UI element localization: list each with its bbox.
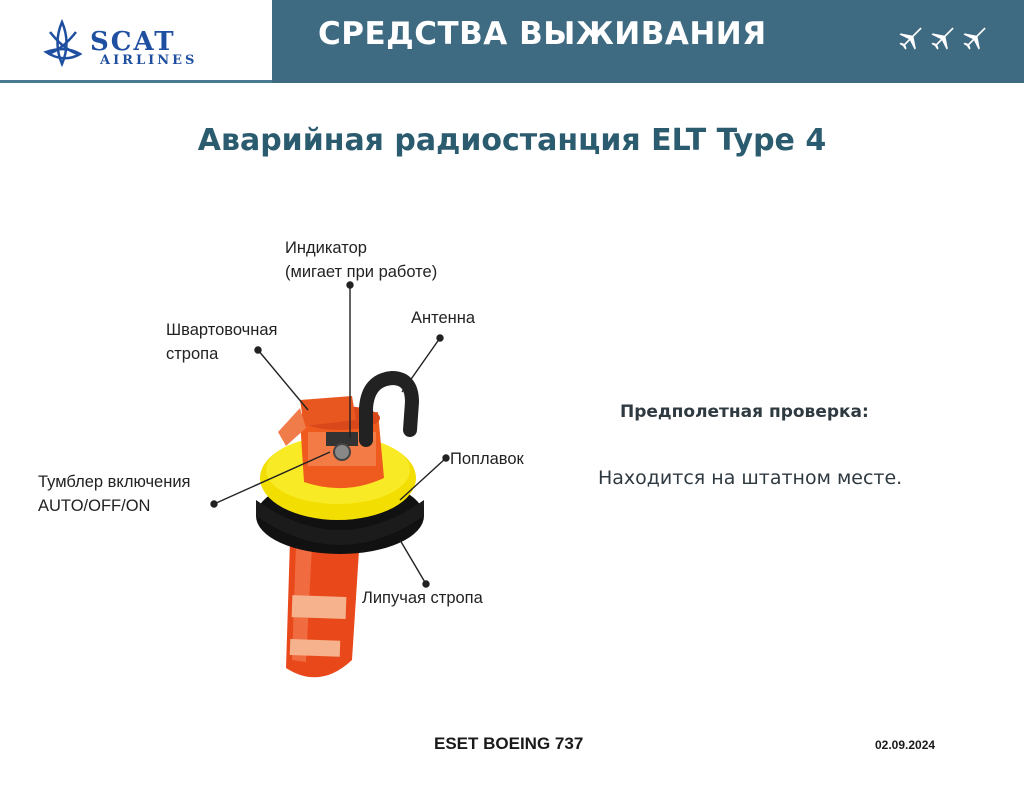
- label-indicator-line1: Индикатор: [285, 239, 367, 257]
- label-switch-line1: Тумблер включения: [38, 473, 191, 491]
- label-indicator-line2: (мигает при работе): [285, 263, 438, 281]
- logo-main: SCAT: [90, 27, 176, 57]
- label-antenna: Антенна: [411, 309, 476, 327]
- slide-title: Аварийная радиостанция ELT Type 4: [197, 123, 827, 158]
- label-indicator: [285, 236, 437, 284]
- footer-course: ESET BOEING 737: [434, 734, 584, 753]
- preflight-text: Находится на штатном месте.: [598, 467, 903, 489]
- label-lanyard-line2: стропа: [166, 345, 219, 363]
- section-title: СРЕДСТВА ВЫЖИВАНИЯ: [318, 16, 767, 52]
- preflight-heading: Предполетная проверка:: [620, 402, 869, 422]
- label-switch-line2: AUTO/OFF/ON: [38, 497, 151, 515]
- label-switch: [38, 470, 191, 518]
- label-velcro: Липучая стропа: [362, 589, 483, 607]
- label-lanyard-line1: Швартовочная: [166, 321, 278, 339]
- label-lanyard: [166, 318, 277, 366]
- logo-sub: AIRLINES: [100, 53, 198, 68]
- label-float: Поплавок: [450, 450, 524, 468]
- footer-date: 02.09.2024: [875, 738, 936, 752]
